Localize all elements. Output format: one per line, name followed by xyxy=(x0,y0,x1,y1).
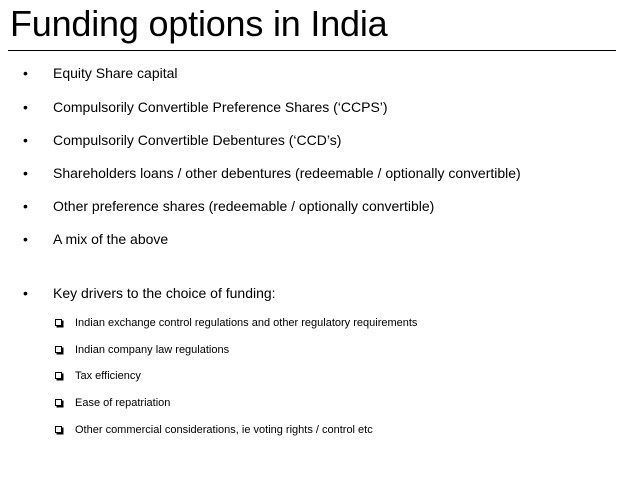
sub-bullet-item xyxy=(0,394,638,412)
sub-bullet-text: Indian exchange control regulations and other regulatory requirements xyxy=(75,317,418,329)
hollow-square-checkbox-icon xyxy=(55,399,62,406)
bullet-dot-icon: • xyxy=(23,132,28,148)
bullet-dot-icon: • xyxy=(23,285,28,301)
bullet-text: Compulsorily Convertible Debentures (‘CCD’s) xyxy=(53,132,342,148)
bullet-item xyxy=(0,62,638,84)
bullet-text: A mix of the above xyxy=(53,231,169,247)
bullet-dot-icon: • xyxy=(23,165,28,181)
hollow-square-checkbox-icon xyxy=(55,319,62,326)
bullet-dot-icon: • xyxy=(23,65,28,81)
sub-bullet-text: Other commercial considerations, ie voting rights / control etc xyxy=(75,424,373,436)
sub-bullet-item xyxy=(0,367,638,385)
bullet-dot-icon: • xyxy=(23,99,28,115)
bullet-text: Other preference shares (redeemable / optionally convertible) xyxy=(53,198,435,214)
sub-bullet-text: Ease of repatriation xyxy=(75,397,171,409)
hollow-square-checkbox-icon xyxy=(55,426,62,433)
hollow-square-checkbox-icon xyxy=(55,346,62,353)
bullet-item xyxy=(0,96,638,118)
bullet-text: Key drivers to the choice of funding: xyxy=(53,285,276,301)
sub-bullet-text: Tax efficiency xyxy=(75,370,141,382)
sub-bullet-item xyxy=(0,341,638,359)
bullet-text: Equity Share capital xyxy=(53,65,178,81)
bullet-item xyxy=(0,282,638,304)
bullet-text: Shareholders loans / other debentures (redeemable / optionally convertible) xyxy=(53,165,521,181)
bullet-item xyxy=(0,129,638,151)
bullet-dot-icon: • xyxy=(23,231,28,247)
slide-title: Funding options in India xyxy=(10,3,388,44)
sub-bullet-item xyxy=(0,314,638,332)
bullet-item xyxy=(0,162,638,184)
sub-bullet-item xyxy=(0,421,638,439)
bullet-item xyxy=(0,228,638,250)
bullet-dot-icon: • xyxy=(23,198,28,214)
bullet-item xyxy=(0,195,638,217)
title-divider xyxy=(8,50,616,51)
bullet-text: Compulsorily Convertible Preference Shares (‘CCPS’) xyxy=(53,99,388,115)
hollow-square-checkbox-icon xyxy=(55,372,62,379)
sub-bullet-text: Indian company law regulations xyxy=(75,344,230,356)
